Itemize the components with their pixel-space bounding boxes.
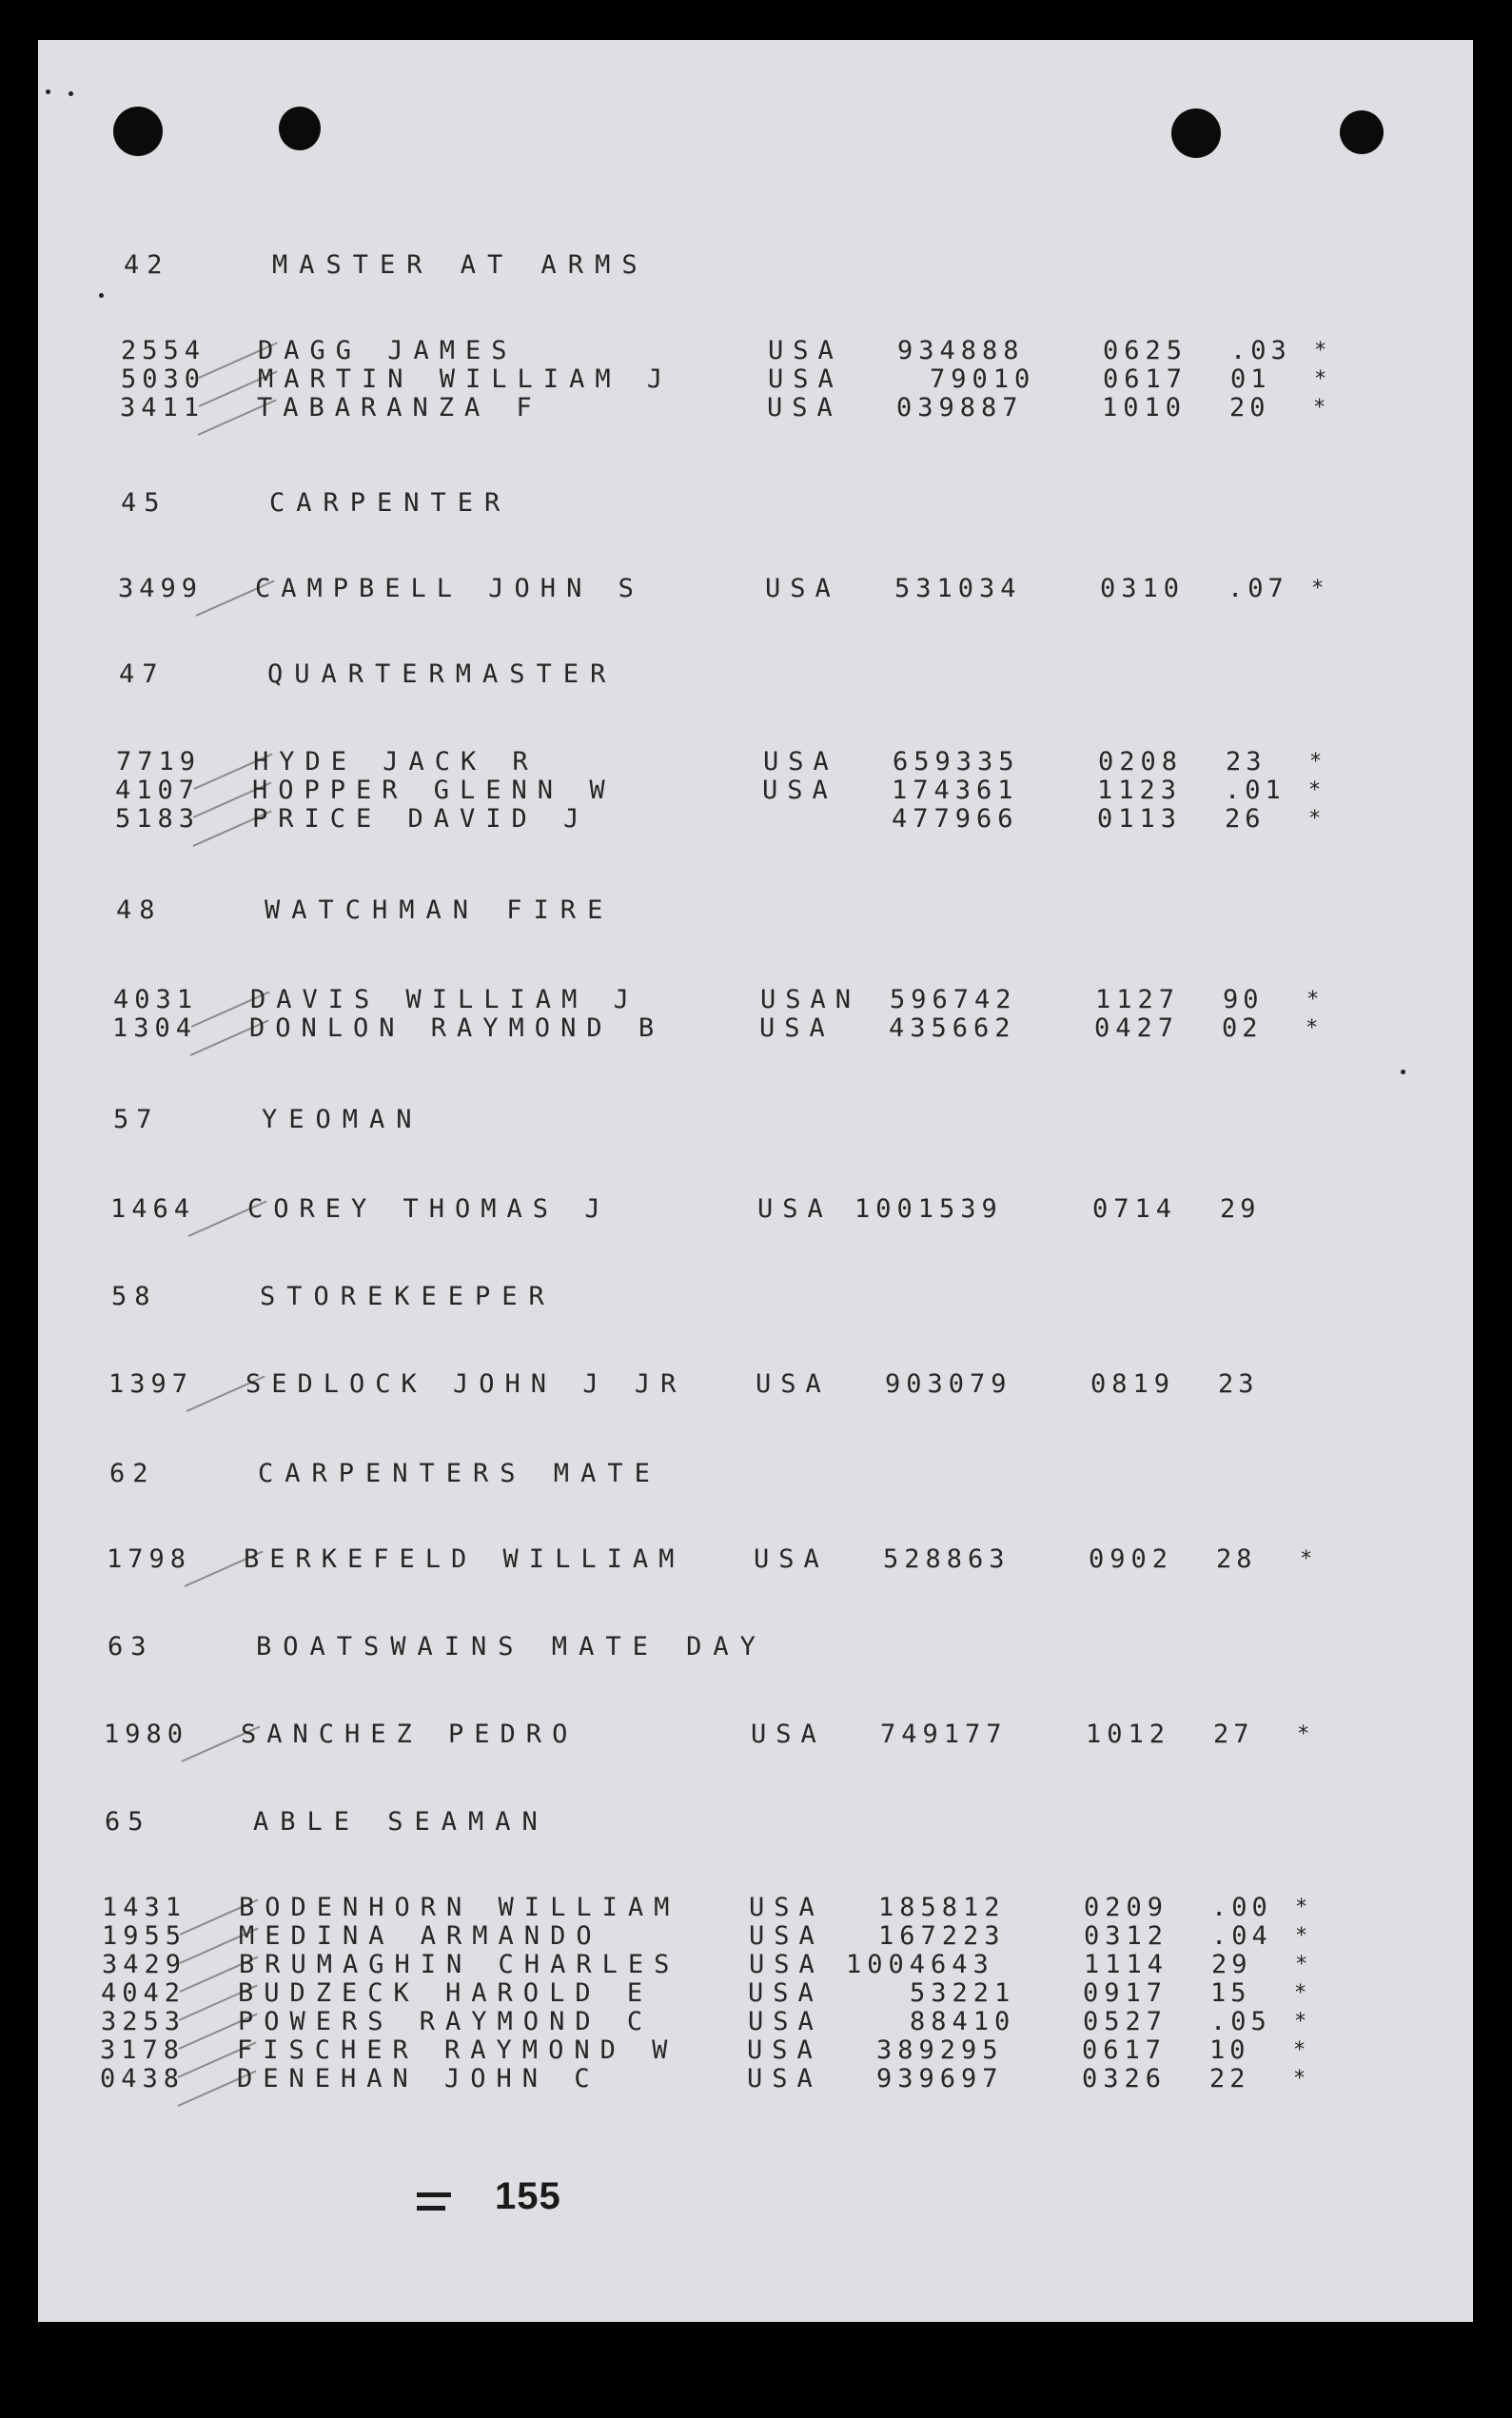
section-title: YEOMAN: [262, 1105, 423, 1134]
row-number: 934888: [897, 336, 1025, 365]
section-header: [38, 1104, 1473, 1136]
roster-row: [38, 335, 1473, 367]
row-asterisk: *: [1308, 778, 1322, 802]
row-name: SEDLOCK JOHN J JR: [245, 1369, 687, 1399]
row-id: 1464: [110, 1194, 196, 1224]
roster-row: [38, 2063, 1473, 2095]
roster-row: [38, 1977, 1473, 2010]
section-title: WATCHMAN FIRE: [265, 895, 615, 925]
row-id: 3429: [102, 1950, 187, 1979]
row-code: 01: [1230, 364, 1271, 394]
row-asterisk: *: [1306, 988, 1320, 1012]
row-date: 0714: [1092, 1194, 1178, 1224]
row-nationality: USA: [756, 1369, 831, 1399]
row-code: 10: [1209, 2035, 1250, 2065]
row-id: 7719: [116, 747, 202, 777]
row-asterisk: *: [1295, 1924, 1308, 1948]
row-asterisk: *: [1300, 1547, 1313, 1571]
section-header: [38, 894, 1473, 927]
row-nationality: USA: [768, 364, 843, 394]
row-code: 29: [1211, 1950, 1252, 1979]
row-number: 167223: [878, 1921, 1006, 1951]
row-asterisk: *: [1313, 396, 1326, 420]
row-date: 0427: [1094, 1013, 1180, 1043]
row-asterisk: *: [1308, 807, 1322, 831]
punch-hole: [1340, 110, 1384, 154]
row-date: 0917: [1083, 1978, 1168, 2008]
row-nationality: USA: [754, 1544, 829, 1574]
roster-row: [38, 984, 1473, 1016]
row-number: 1004643: [846, 1950, 994, 1979]
row-code: 26: [1225, 804, 1266, 834]
row-asterisk: *: [1293, 2038, 1306, 2062]
row-id: 3253: [101, 2007, 187, 2036]
row-number: 174361: [892, 776, 1019, 805]
row-nationality: USA: [763, 747, 838, 777]
row-code: 28: [1216, 1544, 1257, 1574]
row-code: 23: [1226, 747, 1267, 777]
row-number: 903079: [885, 1369, 1012, 1399]
punch-hole: [1171, 108, 1221, 158]
row-date: 0208: [1098, 747, 1184, 777]
speck: [1401, 1070, 1405, 1074]
section-title: STOREKEEPER: [260, 1282, 556, 1311]
row-date: 0312: [1084, 1921, 1169, 1951]
row-name: PRICE DAVID J: [252, 804, 590, 834]
page-mark-dash: [417, 2206, 445, 2211]
row-nationality: USA: [757, 1194, 833, 1224]
section-header: [38, 1458, 1473, 1490]
row-date: 1010: [1102, 393, 1188, 423]
row-id: 0438: [100, 2064, 186, 2094]
roster-row: [38, 746, 1473, 778]
row-date: 1012: [1086, 1720, 1171, 1749]
row-name: DAVIS WILLIAM J: [250, 985, 639, 1014]
row-nationality: USA: [747, 2064, 822, 2094]
row-id: 3178: [100, 2035, 186, 2065]
row-id: 1431: [102, 1893, 187, 1922]
section-title: ABLE SEAMAN: [253, 1807, 549, 1837]
roster-row: [38, 1543, 1473, 1576]
row-id: 5030: [121, 364, 206, 394]
row-name: BRUMAGHIN CHARLES: [239, 1950, 680, 1979]
section-code: 42: [124, 250, 170, 280]
row-name: HOPPER GLENN W: [252, 776, 616, 805]
row-name: HYDE JACK R: [253, 747, 539, 777]
row-id: 4107: [115, 776, 201, 805]
row-name: MARTIN WILLIAM J: [258, 364, 674, 394]
row-name: BODENHORN WILLIAM: [239, 1893, 680, 1922]
row-id: 1304: [112, 1013, 198, 1043]
row-id: 1798: [107, 1544, 192, 1574]
section-code: 48: [116, 895, 163, 925]
row-asterisk: *: [1311, 577, 1325, 600]
speck: [69, 91, 73, 96]
section-title: CARPENTER: [269, 488, 512, 518]
row-code: .04: [1211, 1921, 1272, 1951]
row-name: BERKEFELD WILLIAM: [244, 1544, 685, 1574]
row-code: .07: [1227, 574, 1288, 603]
roster-row: [38, 2035, 1473, 2067]
section-title: MASTER AT ARMS: [272, 250, 649, 280]
roster-row: [38, 1949, 1473, 1981]
row-number: 531034: [894, 574, 1022, 603]
row-number: 79010: [930, 364, 1036, 394]
roster-row: [38, 1892, 1473, 1924]
page-number: 155: [495, 2175, 561, 2217]
row-code: 22: [1209, 2064, 1250, 2094]
row-nationality: USA: [762, 776, 837, 805]
row-code: 15: [1210, 1978, 1251, 2008]
page-mark-dash: [417, 2192, 451, 2197]
row-name: TABARANZA F: [257, 393, 542, 423]
row-nationality: USA: [748, 1978, 823, 2008]
section-title: CARPENTERS MATE: [258, 1459, 661, 1488]
row-code: .03: [1230, 336, 1291, 365]
section-title: BOATSWAINS MATE DAY: [256, 1632, 767, 1661]
punch-hole: [279, 107, 321, 150]
row-id: 4031: [113, 985, 199, 1014]
row-number: 939697: [876, 2064, 1004, 2094]
row-date: 0326: [1082, 2064, 1168, 2094]
row-id: 3499: [118, 574, 204, 603]
row-date: 1114: [1084, 1950, 1169, 1979]
row-code: .01: [1225, 776, 1286, 805]
row-nationality: USA: [747, 2035, 822, 2065]
row-date: 0902: [1089, 1544, 1174, 1574]
section-code: 57: [113, 1105, 160, 1134]
section-header: [38, 249, 1473, 282]
section-header: [38, 1806, 1473, 1838]
section-header: [38, 1281, 1473, 1313]
section-header: [38, 659, 1473, 691]
row-number: 596742: [890, 985, 1017, 1014]
row-asterisk: *: [1297, 1722, 1310, 1746]
section-code: 65: [105, 1807, 151, 1837]
roster-row: [38, 573, 1473, 605]
section-code: 47: [119, 659, 166, 689]
section-header: [38, 1631, 1473, 1663]
section-title: QUARTERMASTER: [267, 659, 618, 689]
row-asterisk: *: [1306, 1016, 1319, 1040]
speck: [99, 293, 104, 298]
row-number: 659335: [893, 747, 1020, 777]
row-date: 1123: [1097, 776, 1183, 805]
row-nationality: USA: [765, 574, 840, 603]
row-id: 1980: [104, 1720, 189, 1749]
row-number: 88410: [910, 2007, 1016, 2036]
row-number: 528863: [883, 1544, 1011, 1574]
row-date: 0617: [1082, 2035, 1168, 2065]
row-id: 1397: [108, 1369, 194, 1399]
row-code: 23: [1218, 1369, 1259, 1399]
section-code: 58: [111, 1282, 158, 1311]
row-id: 5183: [115, 804, 201, 834]
row-code: 02: [1222, 1013, 1263, 1043]
section-header: [38, 487, 1473, 520]
row-number: 477966: [892, 804, 1019, 834]
row-number: 185812: [878, 1893, 1006, 1922]
roster-row: [38, 1920, 1473, 1953]
row-asterisk: *: [1293, 2067, 1306, 2091]
row-date: 0310: [1100, 574, 1186, 603]
row-name: POWERS RAYMOND C: [238, 2007, 654, 2036]
row-id: 1955: [102, 1921, 187, 1951]
roster-row: [38, 1368, 1473, 1401]
row-nationality: USA: [749, 1921, 824, 1951]
row-nationality: USA: [748, 2007, 823, 2036]
row-name: SANCHEZ PEDRO: [241, 1720, 579, 1749]
row-nationality: USA: [749, 1893, 824, 1922]
row-asterisk: *: [1294, 1981, 1307, 2005]
document-page: [38, 40, 1473, 2322]
row-name: DAGG JAMES: [258, 336, 518, 365]
row-name: CAMPBELL JOHN S: [255, 574, 644, 603]
row-number: 1001539: [854, 1194, 1003, 1224]
row-nationality: USA: [759, 1013, 835, 1043]
roster-row: [38, 1719, 1473, 1751]
row-code: 20: [1229, 393, 1270, 423]
row-number: 389295: [876, 2035, 1004, 2065]
row-asterisk: *: [1314, 367, 1327, 391]
punch-hole: [113, 107, 163, 156]
roster-row: [38, 1193, 1473, 1226]
row-nationality: USA: [749, 1950, 824, 1979]
row-date: 0527: [1083, 2007, 1168, 2036]
row-nationality: USAN: [760, 985, 861, 1014]
row-code: 90: [1223, 985, 1264, 1014]
section-code: 45: [121, 488, 167, 518]
row-name: COREY THOMAS J: [247, 1194, 611, 1224]
row-date: 0209: [1084, 1893, 1169, 1922]
roster-row: [38, 775, 1473, 807]
roster-row: [38, 803, 1473, 835]
roster-row: [38, 392, 1473, 424]
row-number: 749177: [880, 1720, 1008, 1749]
row-name: DONLON RAYMOND B: [249, 1013, 665, 1043]
section-code: 63: [108, 1632, 154, 1661]
row-name: MEDINA ARMANDO: [239, 1921, 602, 1951]
row-date: 0113: [1097, 804, 1183, 834]
row-number: 435662: [889, 1013, 1016, 1043]
row-nationality: USA: [768, 336, 843, 365]
row-date: 0617: [1103, 364, 1188, 394]
row-date: 0819: [1090, 1369, 1176, 1399]
row-name: FISCHER RAYMOND W: [237, 2035, 678, 2065]
row-asterisk: *: [1295, 1953, 1308, 1976]
roster-row: [38, 1012, 1473, 1045]
row-nationality: USA: [751, 1720, 826, 1749]
row-code: .05: [1210, 2007, 1271, 2036]
row-asterisk: *: [1309, 750, 1323, 774]
row-id: 3411: [120, 393, 206, 423]
row-code: 29: [1220, 1194, 1261, 1224]
row-number: 039887: [896, 393, 1024, 423]
row-id: 2554: [121, 336, 206, 365]
row-asterisk: *: [1314, 339, 1327, 363]
row-name: DENEHAN JOHN C: [237, 2064, 600, 2094]
row-number: 53221: [910, 1978, 1016, 2008]
roster-row: [38, 364, 1473, 396]
roster-row: [38, 2006, 1473, 2038]
row-date: 0625: [1103, 336, 1188, 365]
row-code: 27: [1213, 1720, 1254, 1749]
section-code: 62: [109, 1459, 156, 1488]
row-id: 4042: [101, 1978, 187, 2008]
row-nationality: USA: [767, 393, 842, 423]
row-code: .00: [1211, 1893, 1272, 1922]
row-asterisk: *: [1295, 1896, 1308, 1919]
row-date: 1127: [1095, 985, 1181, 1014]
row-asterisk: *: [1294, 2010, 1307, 2034]
speck: [46, 89, 50, 94]
row-name: BUDZECK HAROLD E: [238, 1978, 654, 2008]
